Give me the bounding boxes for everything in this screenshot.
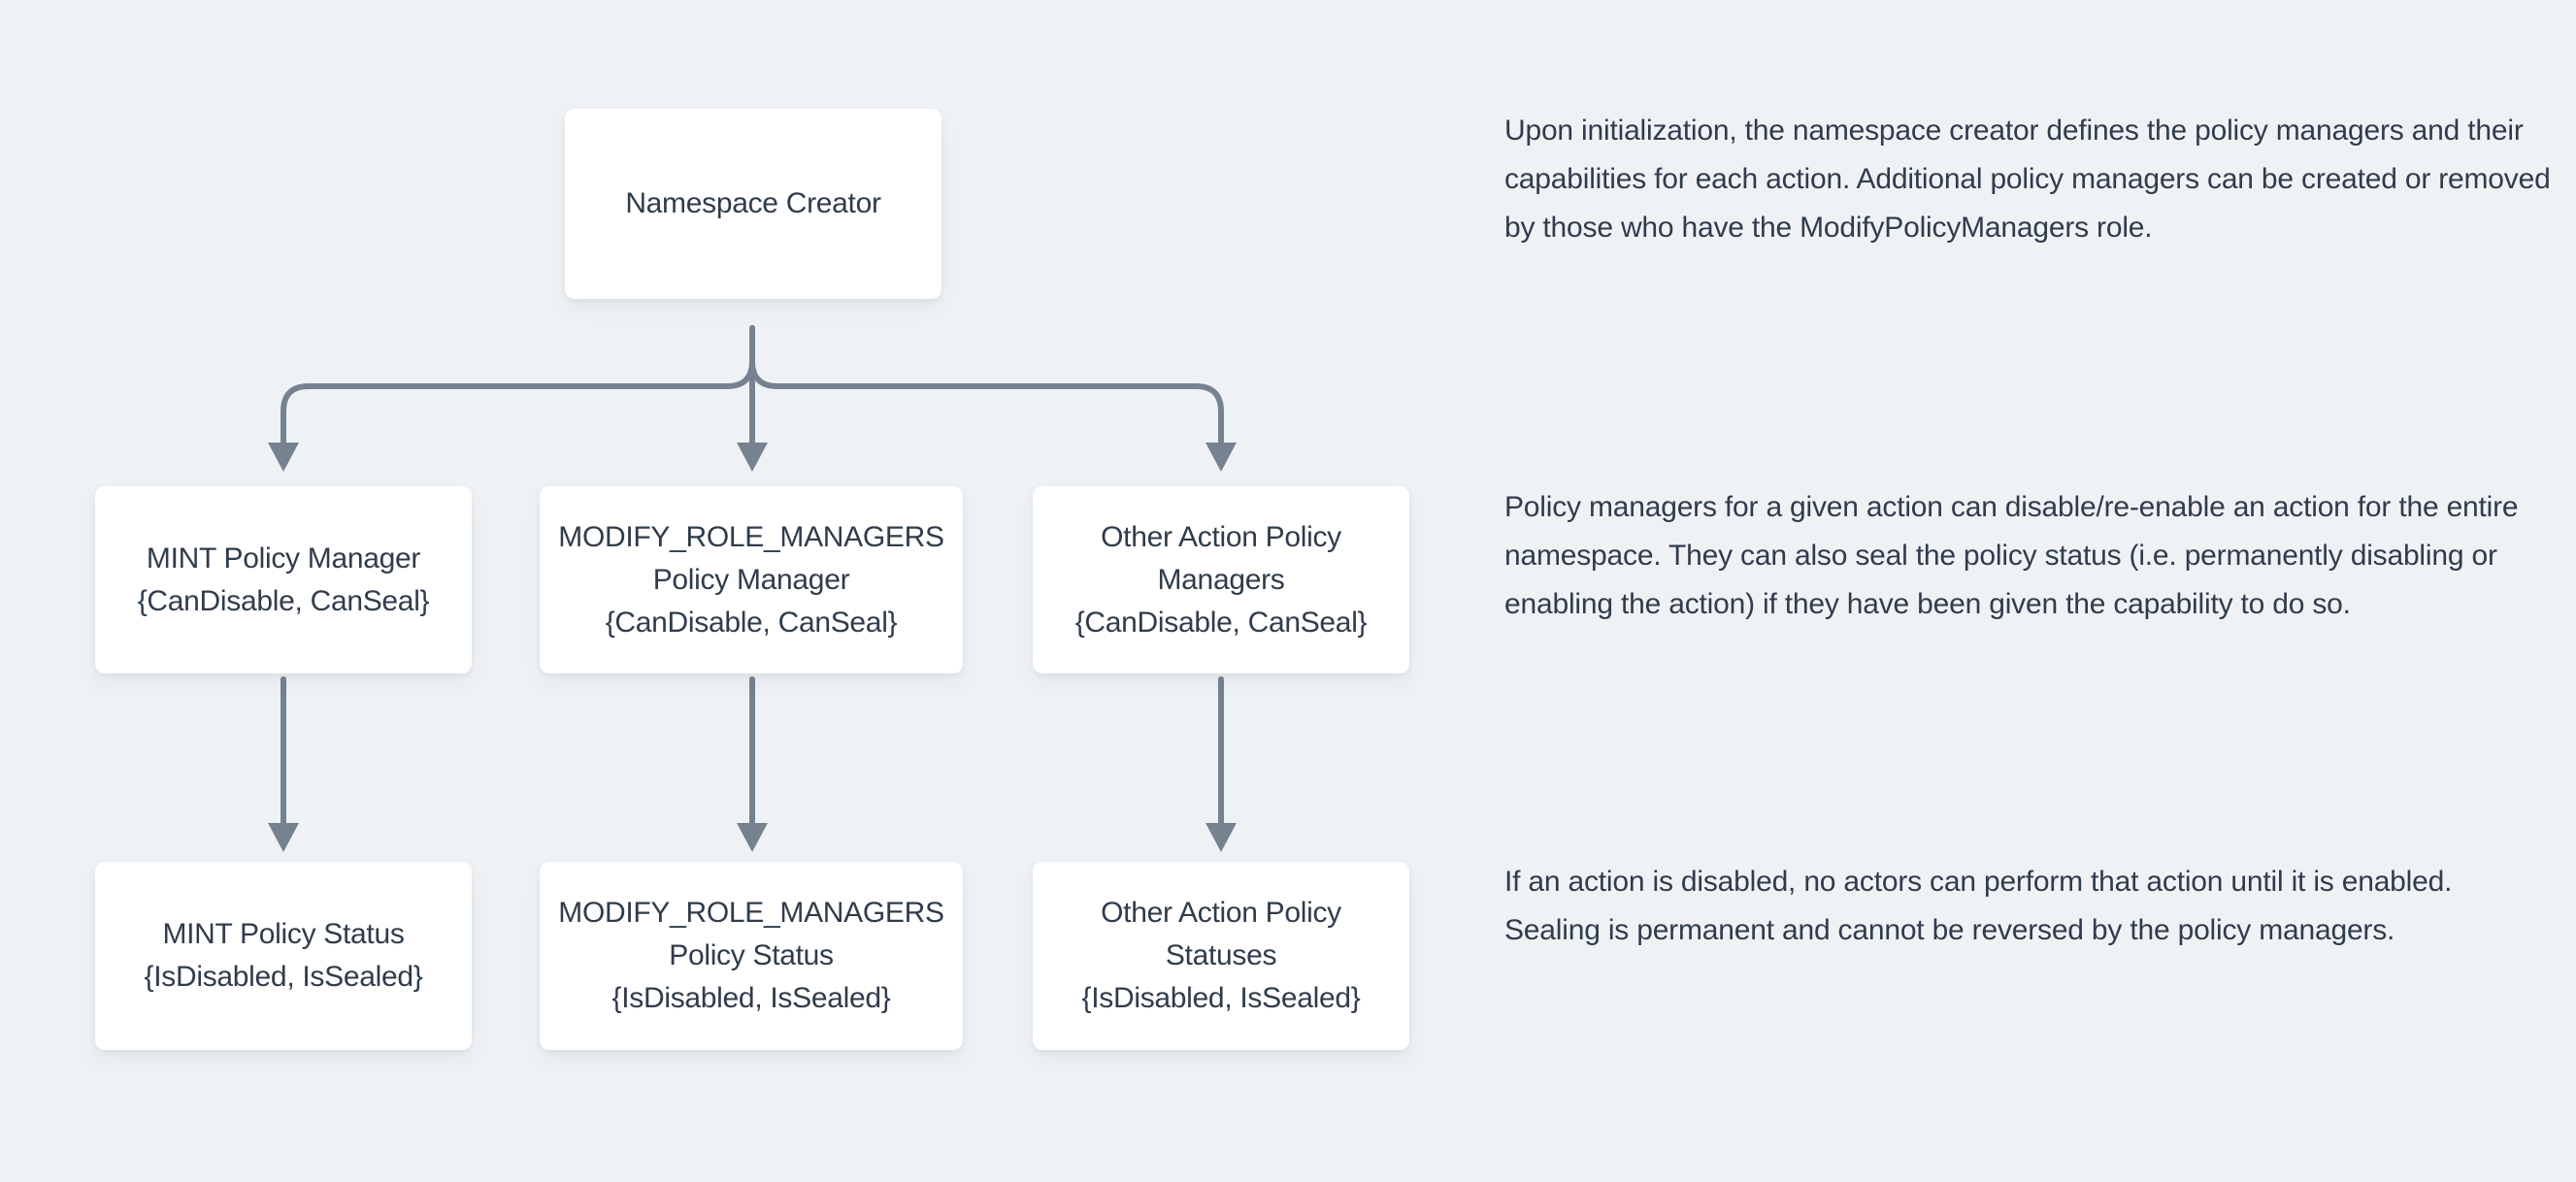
node-label-line: MINT Policy Manager	[146, 542, 421, 575]
annotation-disabled-effect: If an action is disabled, no actors can perform that action until it is enabled. Sealing is permanent and cannot be reversed by the policy managers.	[1504, 866, 2453, 946]
node-label-line: MINT Policy Status	[162, 918, 405, 950]
node-label: Namespace Creator	[625, 187, 881, 219]
annotation-initialization: Upon initialization, the namespace creator defines the policy managers and their capabilities for each action. Additional policy managers can be created or removed by those who have the ModifyPolicyManagers role.	[1504, 115, 2551, 244]
node-capabilities-line: {CanDisable, CanSeal}	[1074, 606, 1368, 639]
node-label-line: MODIFY_ROLE_MANAGERS	[558, 897, 944, 929]
annotation-disable-seal: Policy managers for a given action can disable/re-enable an action for the entire namespace. They can also seal the policy status (i.e. permanently disabling or enabling the action) if they have been given the capability to do so.	[1504, 491, 2519, 620]
connector-root-to-left	[283, 328, 752, 444]
node-other-action-policy-managers	[1033, 486, 1409, 673]
node-mint-policy-status	[95, 862, 472, 1050]
arrowhead-right-status	[1205, 823, 1237, 852]
node-capabilities-line: {CanDisable, CanSeal}	[605, 606, 898, 639]
node-label-line: Managers	[1157, 563, 1285, 596]
node-label-line: MODIFY_ROLE_MANAGERS	[558, 520, 944, 553]
node-status-flags-line: {IsDisabled, IsSealed}	[144, 961, 423, 993]
node-other-action-policy-statuses	[1033, 862, 1409, 1050]
arrowhead-center-manager	[737, 443, 768, 472]
connector-root-to-right	[752, 328, 1221, 444]
arrowhead-center-status	[737, 823, 768, 852]
node-status-flags-line: {IsDisabled, IsSealed}	[611, 982, 891, 1014]
node-modify-role-managers-policy-status	[540, 862, 963, 1050]
node-label-line: Statuses	[1165, 939, 1277, 971]
node-status-flags-line: {IsDisabled, IsSealed}	[1081, 982, 1361, 1014]
node-label-line: Other Action Policy	[1101, 520, 1341, 553]
node-namespace-creator	[565, 109, 941, 299]
node-mint-policy-manager	[95, 486, 472, 673]
node-modify-role-managers-policy-manager	[540, 486, 963, 673]
arrowhead-left-manager	[268, 443, 299, 472]
arrowhead-right-manager	[1205, 443, 1237, 472]
node-label-line: Policy Manager	[652, 563, 850, 596]
arrowhead-left-status	[268, 823, 299, 852]
node-label-line: Other Action Policy	[1101, 897, 1341, 929]
node-capabilities-line: {CanDisable, CanSeal}	[137, 584, 430, 617]
node-label-line: Policy Status	[669, 939, 834, 971]
